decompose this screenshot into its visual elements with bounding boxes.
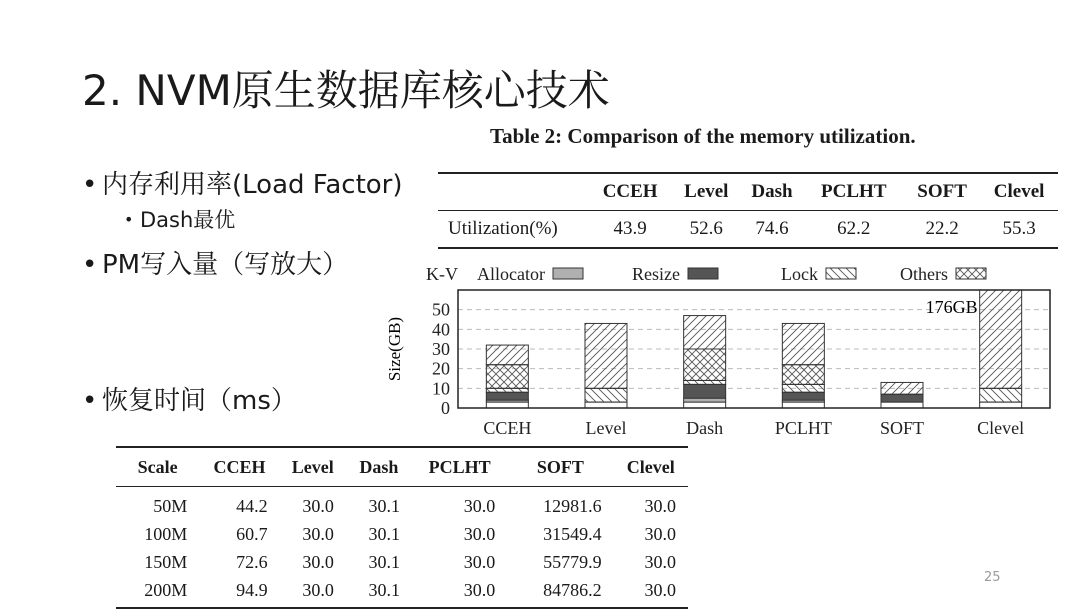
table-row <box>116 576 688 608</box>
bar-segment-clevel <box>980 388 1022 402</box>
table-cell: 30.1 <box>368 579 401 600</box>
page-number: 25 <box>984 570 1001 585</box>
table-header-cell: Dash <box>359 456 399 477</box>
table-header-cell: Dash <box>751 181 793 202</box>
y-tick-label: 30 <box>432 339 450 359</box>
bar-segment-pclht <box>782 365 824 385</box>
table-cell: 30.0 <box>302 495 334 516</box>
legend-label: Allocator <box>477 264 545 284</box>
legend-label: Resize <box>632 264 680 284</box>
legend-swatch <box>956 268 986 279</box>
bar-segment-pclht <box>782 402 824 408</box>
y-tick-label: 50 <box>432 299 450 320</box>
bar-segment-clevel <box>980 290 1022 388</box>
table-header-cell: Level <box>684 181 729 202</box>
bar-segment-soft <box>881 402 923 408</box>
bar-segment-level <box>585 323 627 388</box>
table-cell: 30.0 <box>644 579 676 600</box>
utilization-table <box>438 172 1058 249</box>
table-cell: 50M <box>153 495 188 516</box>
table-header-cell: CCEH <box>213 456 266 477</box>
recovery-time-table <box>116 446 688 609</box>
bar-segment-pclht <box>782 392 824 400</box>
table-cell: 12981.6 <box>543 495 602 516</box>
legend-label: Others <box>900 264 948 284</box>
table-header-row <box>438 173 1058 211</box>
table-cell: 30.0 <box>463 495 496 516</box>
table2-caption: Table 2: Comparison of the memory utilization. <box>490 124 916 148</box>
bar-segment-dash <box>684 402 726 408</box>
table-row <box>438 211 1058 249</box>
y-tick-label: 10 <box>432 378 450 399</box>
bar-segment-dash <box>684 349 726 380</box>
table-cell: 44.2 <box>236 495 268 516</box>
bar-segment-cceh <box>486 388 528 392</box>
table-row <box>116 487 688 521</box>
table-cell: 30.0 <box>302 523 334 544</box>
table-cell: 94.9 <box>236 579 268 600</box>
table-header-cell: CCEH <box>602 181 658 202</box>
bar-segment-dash <box>684 380 726 384</box>
bullet-load-factor <box>82 164 403 201</box>
bullet-pm-write <box>82 244 348 281</box>
table-header-cell: Clevel <box>626 456 675 477</box>
table-cell: 30.1 <box>368 523 401 544</box>
bullet-dot: • <box>124 210 134 229</box>
bullet-recovery-time <box>82 380 297 417</box>
bar-segment-dash <box>684 398 726 402</box>
table-cell: 30.0 <box>463 551 496 572</box>
table-cell: 200M <box>144 579 188 600</box>
table-cell: 30.0 <box>463 523 496 544</box>
bar-segment-cceh <box>486 402 528 408</box>
legend-label: Lock <box>781 264 818 284</box>
y-tick-label: 40 <box>432 319 450 340</box>
table-cell: 55.3 <box>1002 218 1036 239</box>
y-tick-label: 0 <box>441 398 450 418</box>
table-cell: 30.0 <box>644 523 676 544</box>
table-cell: 52.6 <box>689 218 723 239</box>
x-tick-label: PCLHT <box>774 418 832 438</box>
bullet-dot: • <box>82 386 98 416</box>
x-tick-label: Clevel <box>977 418 1025 438</box>
x-tick-label: CCEH <box>483 418 532 438</box>
table-cell: 30.1 <box>368 495 401 516</box>
bullet-text: PM写入量（写放大） <box>102 250 349 280</box>
table-cell: 150M <box>144 551 188 572</box>
table-cell: 74.6 <box>755 218 789 239</box>
y-axis-label: Size(GB) <box>385 316 404 382</box>
table-cell: 30.0 <box>644 495 676 516</box>
legend-swatch <box>826 268 856 279</box>
table-header-cell <box>438 173 588 211</box>
bar-segment-clevel <box>980 402 1022 408</box>
bullet-dot: • <box>82 170 98 200</box>
x-tick-label: Level <box>585 418 627 438</box>
table-row <box>116 520 688 548</box>
bullet-text: 恢复时间（ms） <box>102 386 297 416</box>
bar-segment-soft <box>881 382 923 394</box>
bar-segment-pclht <box>782 384 824 392</box>
bar-segment-level <box>585 402 627 408</box>
table-cell: 84786.2 <box>543 579 602 600</box>
table-header-cell: Scale <box>137 456 178 477</box>
bar-segment-cceh <box>486 392 528 400</box>
bar-segment-level <box>585 388 627 402</box>
sub-bullet-dash <box>124 204 235 234</box>
table-cell: 62.2 <box>837 218 871 239</box>
bar-segment-soft <box>881 394 923 402</box>
table-cell: 30.0 <box>463 579 496 600</box>
bar-segment-dash <box>684 316 726 349</box>
legend-label: K-V <box>426 264 458 284</box>
table-cell: 43.9 <box>613 218 647 239</box>
table-row <box>116 548 688 576</box>
chart-annotation: 176GB <box>925 297 978 317</box>
legend-swatch <box>553 268 583 279</box>
table-header-row <box>116 447 688 487</box>
table-cell: 31549.4 <box>543 523 602 544</box>
table-cell: 30.0 <box>644 551 676 572</box>
memory-size-chart <box>380 258 1060 448</box>
table-cell: 60.7 <box>236 523 268 544</box>
chart-legend <box>426 264 986 284</box>
x-tick-label: Dash <box>686 418 724 438</box>
table-cell: 22.2 <box>925 218 959 239</box>
bullet-text: Dash最优 <box>140 208 236 232</box>
table-cell: 30.0 <box>302 551 334 572</box>
bar-segment-pclht <box>782 323 824 364</box>
table-header-cell: Level <box>291 456 334 477</box>
row-label: Utilization(%) <box>448 218 558 239</box>
bar-segment-cceh <box>486 345 528 365</box>
table-header-cell: PCLHT <box>428 456 491 477</box>
table-header-cell: SOFT <box>917 181 967 202</box>
table-header-cell: Clevel <box>993 181 1045 202</box>
table-cell: 100M <box>144 523 188 544</box>
table-cell: 55779.9 <box>543 551 602 572</box>
table-cell: 30.1 <box>368 551 401 572</box>
x-tick-label: SOFT <box>879 418 925 438</box>
table-header-cell: PCLHT <box>821 181 887 202</box>
chart-grid <box>458 310 1050 389</box>
bullet-dot: • <box>82 250 98 280</box>
table-cell: 72.6 <box>236 551 268 572</box>
slide-title: 2. NVM原生数据库核心技术 <box>82 66 610 115</box>
bar-segment-cceh <box>486 365 528 389</box>
x-axis <box>483 418 1024 438</box>
bullet-text: 内存利用率(Load Factor) <box>102 170 403 200</box>
table-cell: 30.0 <box>302 579 334 600</box>
y-tick-label: 20 <box>432 358 450 379</box>
bar-segment-dash <box>684 384 726 398</box>
y-axis <box>432 300 450 418</box>
table-header-cell: SOFT <box>536 456 584 477</box>
legend-swatch <box>688 268 718 279</box>
